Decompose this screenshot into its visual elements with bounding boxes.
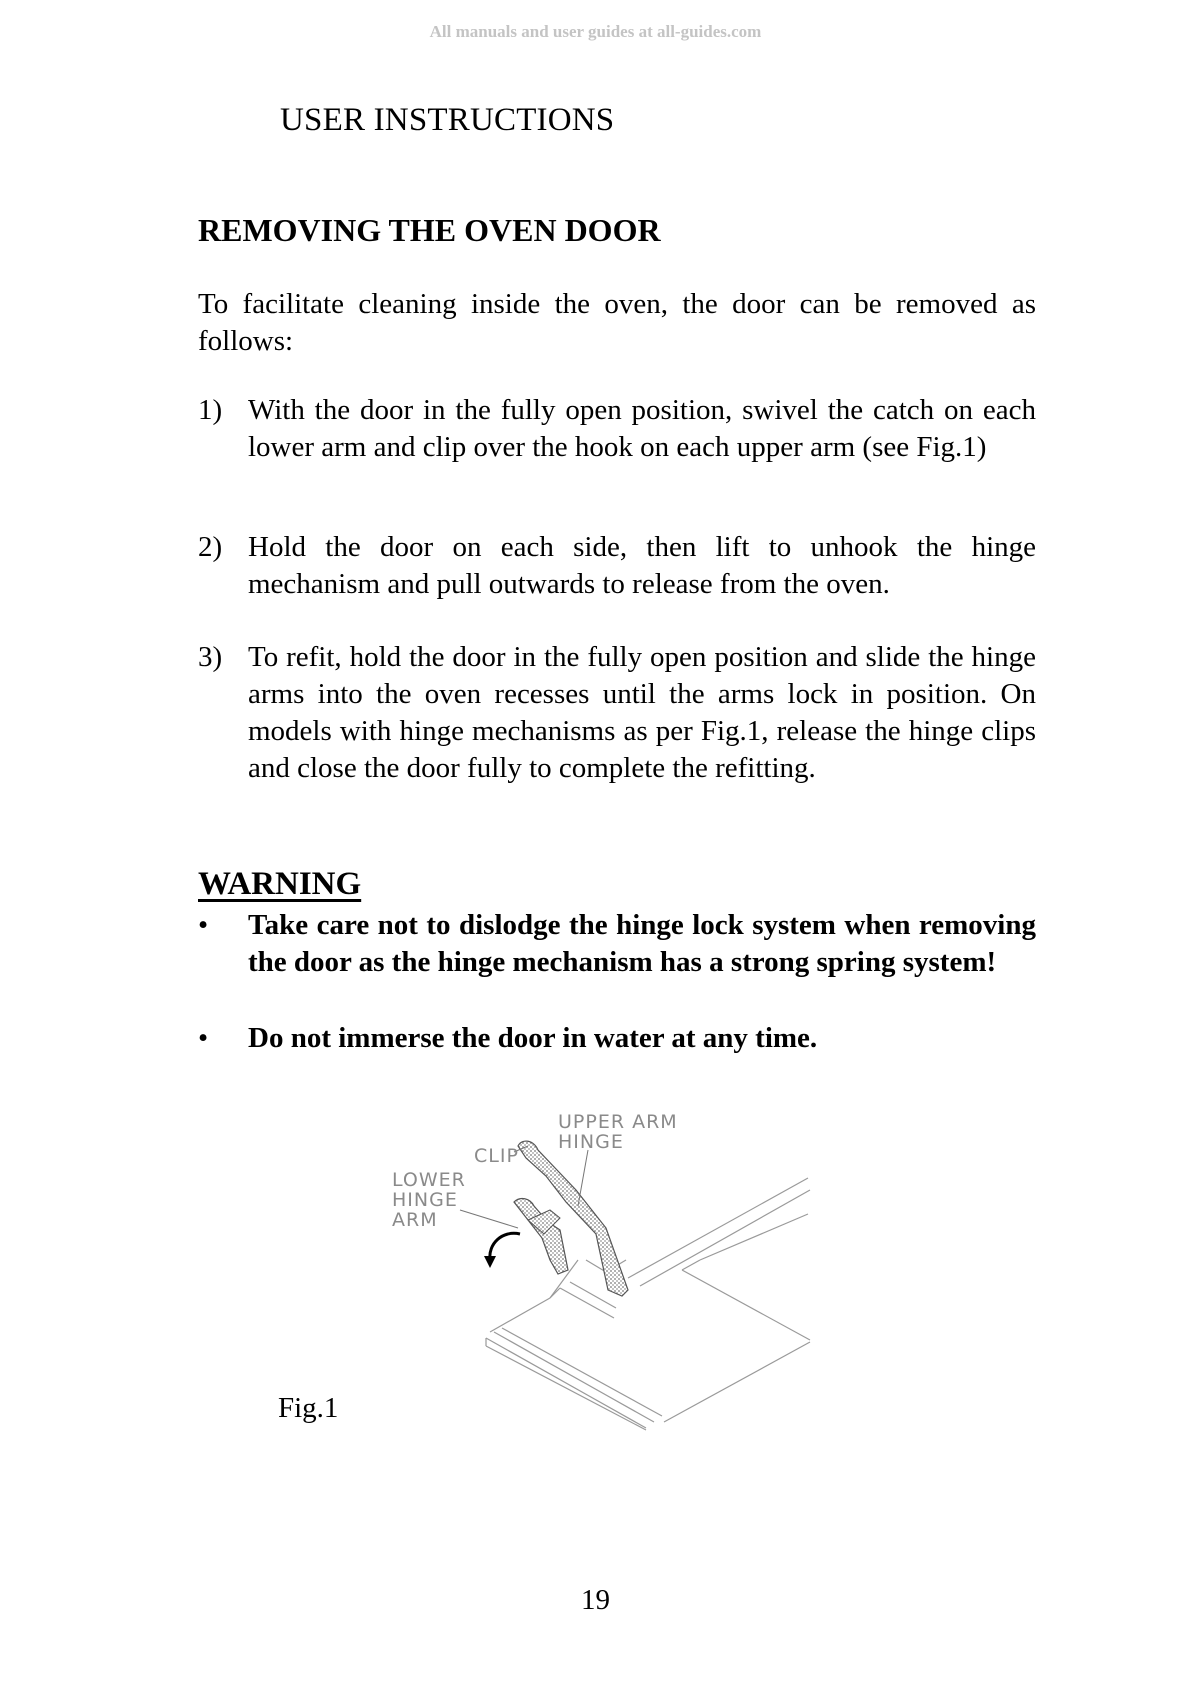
- step-2: [198, 529, 1036, 603]
- label-upper-hinge: HINGE: [558, 1131, 624, 1153]
- warning-item: [198, 1020, 1036, 1057]
- warning-text: Take care not to dislodge the hinge lock system when removing the door as the hinge mechanism has a strong spring system!: [248, 909, 1036, 978]
- warning-item: [198, 907, 1036, 981]
- label-upper-arm: UPPER ARM: [558, 1111, 678, 1133]
- step-text: With the door in the fully open position, swivel the catch on each lower arm and clip over the hook on each upper arm (see Fig.1): [248, 394, 1036, 463]
- step-text: Hold the door on each side, then lift to unhook the hinge mechanism and pull outwards to release from the oven.: [248, 531, 1036, 600]
- step-1: [198, 392, 1036, 466]
- section-title: REMOVING THE OVEN DOOR: [198, 212, 661, 248]
- figure-caption: Fig.1: [278, 1392, 339, 1424]
- label-lower: LOWER: [392, 1169, 466, 1191]
- watermark: All manuals and user guides at all-guides.com: [429, 22, 762, 41]
- hinge-diagram: [392, 1110, 830, 1430]
- hinge-figure: [392, 1110, 830, 1430]
- arrow-head-icon: [484, 1256, 496, 1268]
- step-number: 1): [198, 394, 223, 426]
- label-clip: CLIP: [474, 1145, 519, 1167]
- page-header: USER INSTRUCTIONS: [280, 102, 615, 138]
- page-number: 19: [581, 1584, 610, 1616]
- step-text: To refit, hold the door in the fully open position and slide the hinge arms into the oven recesses until the arms lock in position. On models with hinge mechanisms as per Fig.1, release the hinge clips and close the door fully to complete the refitting.: [248, 641, 1036, 784]
- intro-paragraph: To facilitate cleaning inside the oven, the door can be removed as follows:: [198, 288, 1036, 357]
- step-number: 2): [198, 531, 223, 563]
- warning-text: Do not immerse the door in water at any time.: [248, 1022, 818, 1054]
- lower-arm-shape: [514, 1199, 568, 1274]
- step-3: [198, 639, 1036, 787]
- label-lower-arm: ARM: [392, 1209, 438, 1231]
- bullet-icon: •: [198, 909, 209, 941]
- swivel-arrow-icon: [490, 1233, 520, 1260]
- step-number: 3): [198, 641, 223, 673]
- label-lower-hinge: HINGE: [392, 1189, 458, 1211]
- warning-title: WARNING: [198, 866, 362, 902]
- bullet-icon: •: [198, 1022, 209, 1054]
